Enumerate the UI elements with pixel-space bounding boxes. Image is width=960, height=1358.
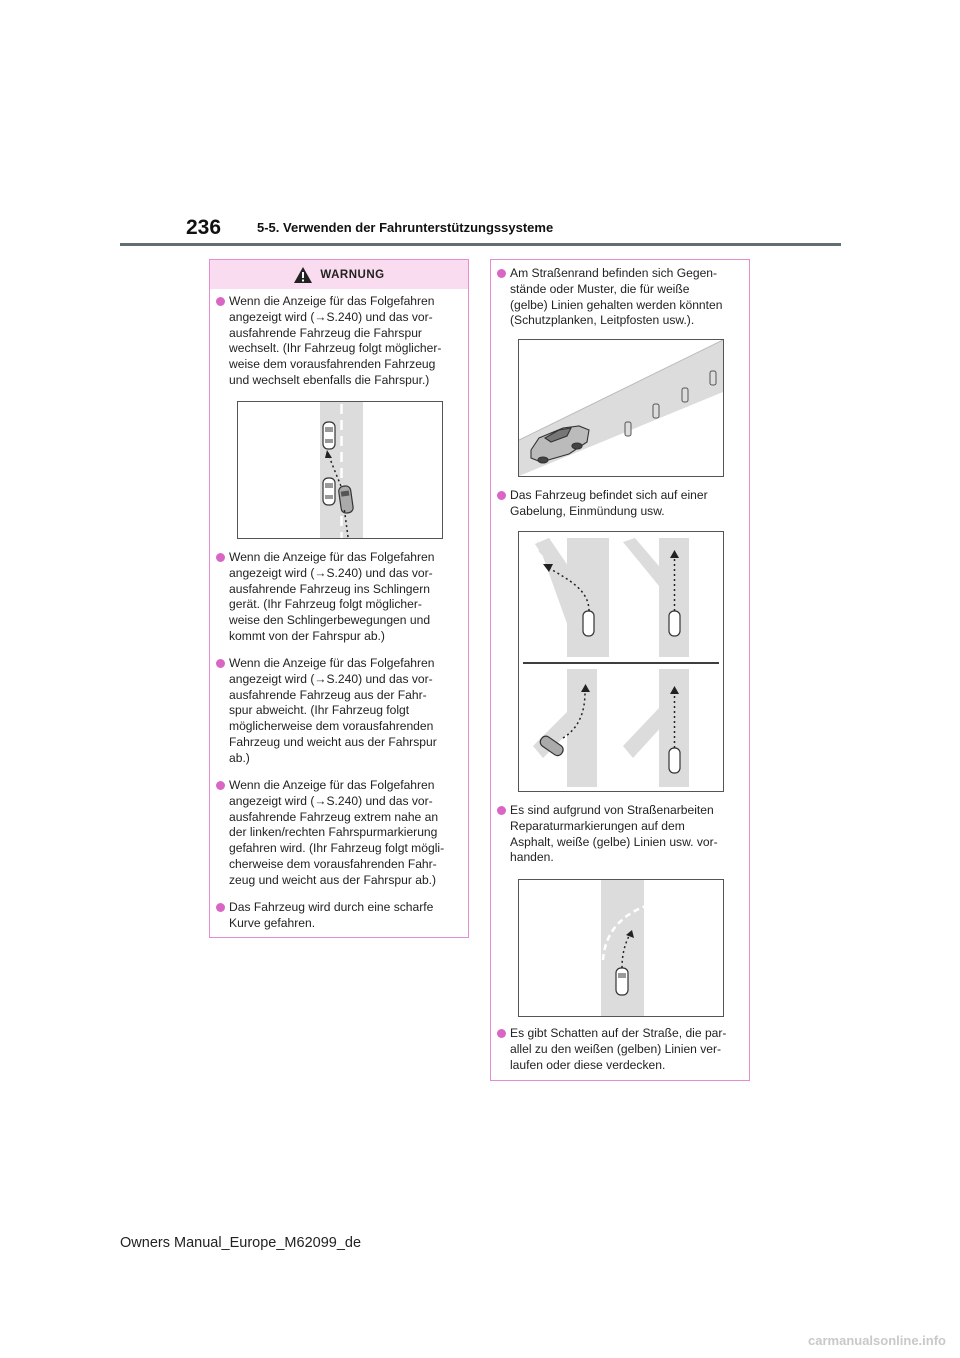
header-rule (120, 243, 841, 246)
right-bullet-3-text: Es sind aufgrund von Straßenarbeiten Reparaturmarkierungen auf dem Asphalt, weiße (gelbe) Linien usw. vor- handen. (510, 803, 718, 865)
warning-header (210, 260, 468, 289)
footer-text: Owners Manual_Europe_M62099_de (120, 1235, 362, 1251)
page-number: 236 (186, 216, 222, 239)
figure-forks-junctions (518, 531, 724, 792)
bullet-dot-icon (497, 269, 506, 278)
lane-change-illustration (238, 402, 442, 538)
right-bullet-1-text: Am Straßenrand befinden sich Gegen- stände oder Muster, die für weiße (gelbe) Linien gehalten werden könnten (Schutzplanken, Leitpfosten usw.). (510, 266, 723, 328)
warning-bullet-2-text: Wenn die Anzeige für das Folgefahren angezeigt wird (→S.240) und das vor- ausfahrende Fahrzeug ins Schlingern gerät. (Ihr Fahrzeug folgt möglicher- weise den Schlingerbewegungen und kommt von der Fahrspur ab.) (229, 550, 435, 643)
figure-lane-change (237, 401, 443, 539)
own-car-icon (616, 968, 628, 995)
repair-markings-illustration (519, 880, 723, 1016)
warning-bullet-1-text: Wenn die Anzeige für das Folgefahren angezeigt wird (→S.240) und das vor- ausfahrende Fahrzeug die Fahrspur wechselt. (Ihr Fahrzeug folgt möglicher- weise dem vorausfahrenden Fahrzeug und wechselt ebenfalls die Fahrspur.) (229, 294, 442, 387)
bullet-dot-icon (216, 781, 225, 790)
figure-repair-markings (518, 879, 724, 1017)
car-parallel-icon (323, 478, 335, 505)
car-fork-straight-icon (669, 611, 680, 636)
right-bullet-1 (497, 266, 741, 329)
bullet-dot-icon (497, 491, 506, 500)
car-junction-straight-icon (669, 748, 680, 773)
warning-bullet-3-text: Wenn die Anzeige für das Folgefahren angezeigt wird (→S.240) und das vor- ausfahrende Fahrzeug aus der Fahr- spur abweicht. (Ihr Fahrzeug folgt möglicherweise dem vorausfahrenden Fahrzeug und weicht aus der Fahrspur ab.) (229, 656, 437, 765)
forks-junctions-illustration (519, 532, 723, 791)
warning-bullet-4-text: Wenn die Anzeige für das Folgefahren angezeigt wird (→S.240) und das vor- ausfahrende Fahrzeug extrem nahe an der linken/rechten Fahrspurmarkierung gefahren wird. (Ihr Fahrzeug folgt mögli- cherweise dem vorausfahrenden Fahr- zeug und weicht aus der Fahrspur ab.) (229, 778, 445, 887)
car-fork-left-icon (583, 611, 594, 636)
warning-box (209, 259, 469, 938)
warning-bullet-3 (216, 656, 460, 767)
right-bullet-4-text: Es gibt Schatten auf der Straße, die par- allel zu den weißen (gelben) Linien ver- laufen oder diese verdecken. (510, 1026, 727, 1072)
bullet-dot-icon (216, 903, 225, 912)
roadside-posts-illustration (519, 340, 723, 476)
warning-bullet-4 (216, 778, 460, 889)
right-bullet-2 (497, 488, 741, 520)
bullet-dot-icon (497, 1029, 506, 1038)
bullet-dot-icon (216, 553, 225, 562)
warning-triangle-icon (293, 266, 313, 284)
bullet-dot-icon (216, 297, 225, 306)
warning-bullet-5-text: Das Fahrzeug wird durch eine scharfe Kurve gefahren. (229, 900, 434, 930)
bullet-dot-icon (497, 806, 506, 815)
watermark: carmanualsonline.info (808, 1333, 946, 1348)
car-ahead-icon (323, 422, 335, 449)
figure-roadside-posts (518, 339, 724, 477)
section-title: 5-5. Verwenden der Fahrunterstützungssysteme (257, 220, 554, 235)
bullet-dot-icon (216, 659, 225, 668)
right-bullet-3 (497, 803, 741, 866)
right-bullet-4 (497, 1026, 741, 1073)
warning-heading: WARNUNG (320, 268, 385, 281)
warning-bullet-1 (216, 294, 460, 389)
right-bullet-2-text: Das Fahrzeug befindet sich auf einer Gabelung, Einmündung usw. (510, 488, 708, 518)
warning-bullet-5 (216, 900, 460, 932)
conditions-box (490, 259, 750, 1081)
warning-bullet-2 (216, 550, 460, 645)
